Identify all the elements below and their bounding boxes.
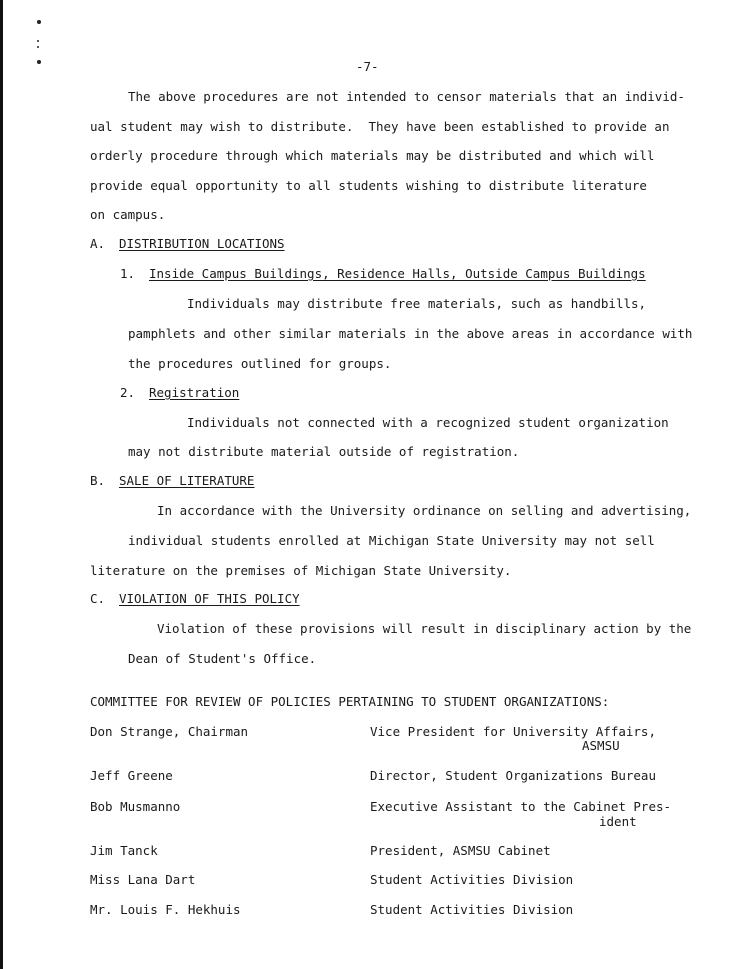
binding-hole-mark [37, 20, 41, 24]
section-c-marker: C. [90, 591, 106, 606]
member-title: Vice President for University Affairs, [370, 724, 656, 739]
page-number: -7- [356, 59, 379, 74]
section-c-line: Dean of Student's Office. [128, 651, 317, 666]
item-2-line: may not distribute material outside of registration. [128, 444, 520, 459]
item-2-marker: 2. [120, 385, 136, 400]
member-name: Mr. Louis F. Hekhuis [90, 902, 241, 917]
member-title: Student Activities Division [370, 872, 574, 887]
intro-line: The above procedures are not intended to censor materials that an individ- [128, 89, 685, 104]
page-edge [0, 0, 3, 969]
section-a-heading: DISTRIBUTION LOCATIONS [119, 236, 285, 251]
item-1-heading: Inside Campus Buildings, Residence Halls, Outside Campus Buildings [149, 266, 646, 281]
binding-hole-mark [37, 40, 39, 42]
section-c-line: Violation of these provisions will result in disciplinary action by the [157, 621, 692, 636]
member-title: ASMSU [582, 738, 620, 753]
member-name: Miss Lana Dart [90, 872, 196, 887]
binding-hole-mark [37, 46, 39, 48]
member-title: President, ASMSU Cabinet [370, 843, 551, 858]
section-b-line: In accordance with the University ordinance on selling and advertising, [157, 503, 692, 518]
intro-line: orderly procedure through which materials may be distributed and which will [90, 148, 655, 163]
item-2-line: Individuals not connected with a recognized student organization [187, 415, 669, 430]
intro-line: on campus. [90, 207, 166, 222]
member-name: Bob Musmanno [90, 799, 181, 814]
member-name: Jim Tanck [90, 843, 158, 858]
member-name: Jeff Greene [90, 768, 173, 783]
intro-line: ual student may wish to distribute. They have been established to provide an [90, 119, 670, 134]
member-title: Director, Student Organizations Bureau [370, 768, 656, 783]
member-title: Executive Assistant to the Cabinet Pres- [370, 799, 672, 814]
section-a-marker: A. [90, 236, 106, 251]
section-b-line: individual students enrolled at Michigan State University may not sell [128, 533, 655, 548]
member-title: ident [599, 814, 637, 829]
binding-hole-mark [37, 60, 41, 64]
intro-line: provide equal opportunity to all students wishing to distribute literature [90, 178, 647, 193]
section-b-marker: B. [90, 473, 106, 488]
committee-heading: COMMITTEE FOR REVIEW OF POLICIES PERTAINING TO STUDENT ORGANIZATIONS: [90, 694, 610, 709]
item-1-line: the procedures outlined for groups. [128, 356, 392, 371]
member-title: Student Activities Division [370, 902, 574, 917]
section-b-line: literature on the premises of Michigan State University. [90, 563, 512, 578]
item-1-marker: 1. [120, 266, 136, 281]
section-c-heading: VIOLATION OF THIS POLICY [119, 591, 300, 606]
item-1-line: pamphlets and other similar materials in the above areas in accordance with [128, 326, 693, 341]
item-2-heading: Registration [149, 385, 240, 400]
section-b-heading: SALE OF LITERATURE [119, 473, 255, 488]
member-name: Don Strange, Chairman [90, 724, 249, 739]
item-1-line: Individuals may distribute free materials, such as handbills, [187, 296, 647, 311]
